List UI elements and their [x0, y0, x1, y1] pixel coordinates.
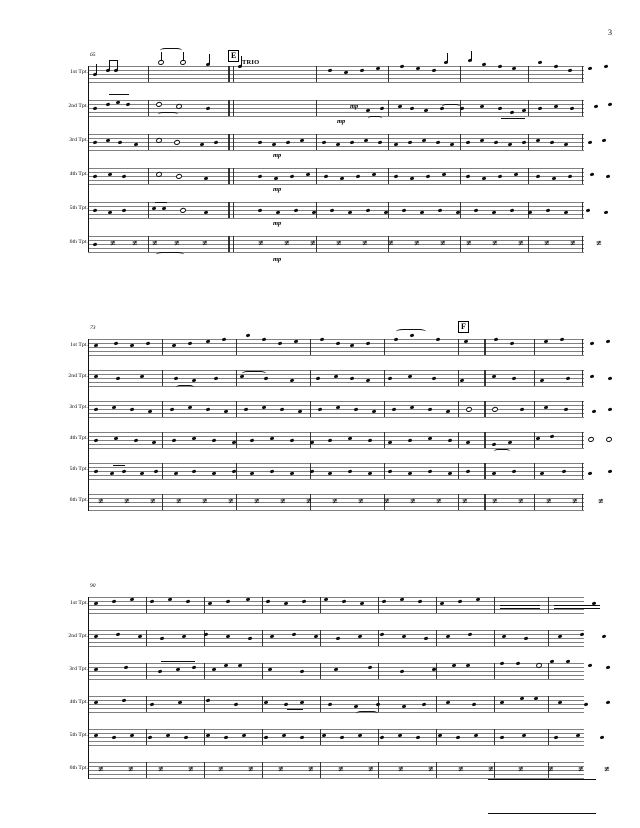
staff-label-6: 6th Tpt. [69, 497, 88, 503]
staff-5 [88, 729, 584, 745]
dynamic-mp-staff2: mp [337, 118, 346, 125]
staff-label-1: 1st Tpt. [70, 69, 88, 75]
staff-label-5: 5th Tpt. [69, 205, 88, 211]
staff-label-2: 2nd Tpt. [68, 373, 88, 379]
measure-number: 65 [90, 52, 96, 58]
rehearsal-mark-e: E [228, 50, 239, 62]
rehearsal-mark-f: F [458, 321, 469, 333]
rehearsal-text-trio: TRIO [242, 59, 260, 66]
staff-4 [88, 696, 584, 712]
staff-label-3: 3rd Tpt. [69, 404, 88, 410]
staff-label-3: 3rd Tpt. [69, 666, 88, 672]
staff-label-4: 4th Tpt. [69, 435, 88, 441]
page-number: 3 [608, 28, 612, 37]
score-page: 3 65 E TRIO 1st Tpt. 2nd Tpt. 3rd Tpt. 4th Tpt. 5th Tpt. 6th Tpt. mp mp mp mp mp ≢ ≢ ≢ ≢ ≢ mp ≢ ≢ ≢ ≢ ≢ ≢ ≢ ≢ ≢ ≢ ≢ ≢ ≢ ≢ 73 F 1st Tpt. 2nd Tpt. 3rd Tpt. 4th Tpt. 5th Tpt. 6th Tpt. ≢ ≢ ≢ ≢ ≢ ≢ ≢ ≢ ≢ ≢ ≢ ≢ ≢ ≢ ≢ ≢ ≢ ≢ ≢ ≢ 90 1st Tpt. 2nd Tpt. 3rd Tpt. 4th Tpt. 5th Tpt. 6th Tpt. ≢ ≢ ≢ ≢ ≢ ≢ ≢ ≢ ≢ ≢ ≢ ≢ ≢ ≢ ≢ ≢ ≢ ≢ [0, 0, 640, 828]
staff-label-2: 2nd Tpt. [68, 103, 88, 109]
staff-label-4: 4th Tpt. [69, 699, 88, 705]
staff-4 [88, 168, 584, 184]
staff-label-1: 1st Tpt. [70, 342, 88, 348]
dynamic-mp-staff5: mp [273, 220, 282, 227]
dynamic-mp-staff6: mp [273, 256, 282, 263]
staff-label-5: 5th Tpt. [69, 466, 88, 472]
dynamic-mp-staff1: mp [350, 103, 359, 110]
staff-label-2: 2nd Tpt. [68, 633, 88, 639]
measure-number: 90 [90, 583, 96, 589]
system-brace [88, 339, 89, 511]
staff-label-6: 6th Tpt. [69, 239, 88, 245]
system-brace [88, 597, 89, 779]
staff-label-1: 1st Tpt. [70, 600, 88, 606]
dynamic-mp-staff3: mp [273, 152, 282, 159]
dynamic-mp-staff4: mp [273, 186, 282, 193]
system-brace [88, 66, 89, 252]
staff-1 [88, 66, 584, 82]
measure-number: 73 [90, 325, 96, 331]
staff-3 [88, 663, 584, 679]
staff-label-5: 5th Tpt. [69, 732, 88, 738]
staff-label-3: 3rd Tpt. [69, 137, 88, 143]
staff-label-6: 6th Tpt. [69, 765, 88, 771]
staff-label-4: 4th Tpt. [69, 171, 88, 177]
